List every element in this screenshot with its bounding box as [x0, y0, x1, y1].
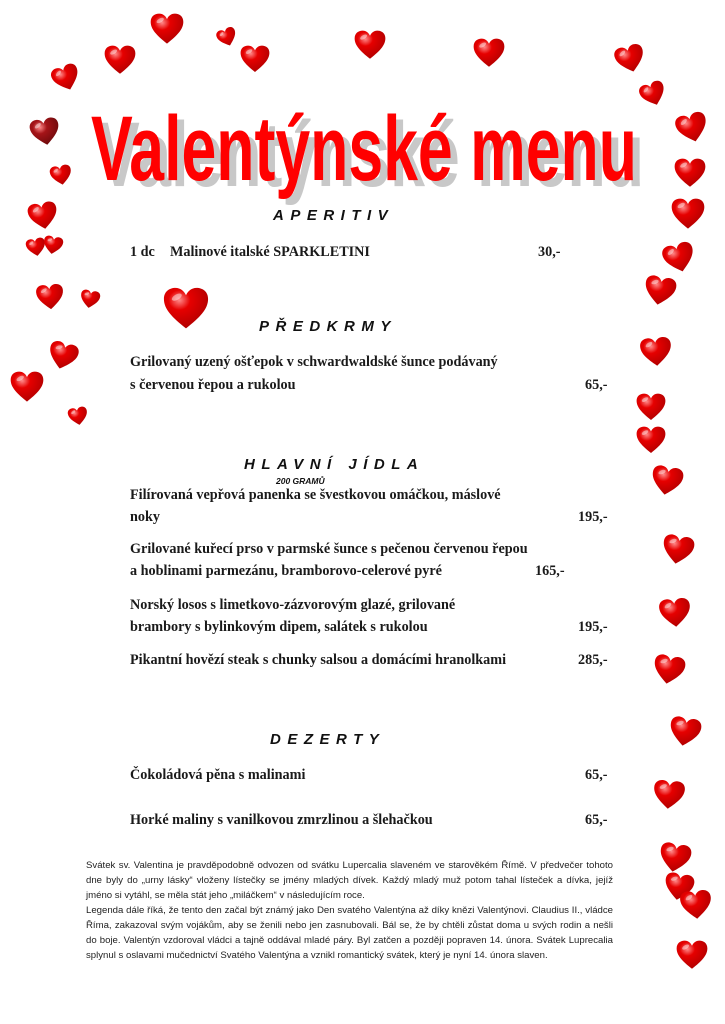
- heart-icon: [639, 336, 673, 368]
- item-name: Čokoládová pěna s malinami: [130, 767, 306, 783]
- heart-icon: [660, 532, 697, 567]
- item-name-line1: Grilovaný uzený ošťepok v schwardwaldské šunce podávaný: [130, 354, 498, 370]
- item-name: Malinové italské SPARKLETINI: [170, 244, 370, 260]
- heart-icon: [658, 597, 692, 629]
- section-subheading-weight: 200 GRAMŮ: [276, 476, 325, 486]
- section-heading-aperitiv: APERITIV: [273, 207, 395, 224]
- heart-icon: [671, 198, 705, 229]
- heart-icon: [674, 158, 706, 187]
- heart-icon: [660, 239, 699, 276]
- section-heading-predkrmy: PŘEDKRMY: [259, 318, 397, 335]
- heart-icon: [673, 109, 712, 146]
- heart-icon: [42, 234, 65, 256]
- heart-icon: [28, 116, 62, 148]
- heart-icon: [214, 25, 239, 49]
- heart-icon: [10, 371, 44, 402]
- valentine-history-note: [86, 858, 613, 963]
- heart-icon: [676, 940, 708, 969]
- item-name-line2: noky: [130, 509, 160, 525]
- note-paragraph-2: Legenda dále říká, že tento den začal být známý jako Den svatého Valentýna až díky knězi Valentýnovi. Claudius II., vládce Říma, zakazoval svým vojákům, aby se ženili nebo jen zasnubovali. Bál se, že by chtěli zůstat doma u svých rodin a nešli do boje. Valentýn vzdoroval vládci a tajně oddával mladé páry. Byl zatčen a později popraven 14. února. Svátek Luprecalia splynul s oslavami mučednictví Svatého Valentýna a vznikl romantický svátek, který je nyní 14. února slaven.: [86, 905, 613, 961]
- item-price: 285,-: [578, 652, 608, 668]
- item-price: 65,-: [585, 812, 608, 828]
- item-name: Pikantní hovězí steak s chunky salsou a domácími hranolkami: [130, 652, 507, 668]
- heart-icon: [150, 13, 184, 44]
- heart-icon: [636, 393, 666, 421]
- heart-icon: [67, 405, 90, 427]
- title-shadow: Valentýnské menu: [98, 104, 644, 206]
- heart-icon: [240, 45, 270, 73]
- title-text: Valentýnské menu: [91, 98, 637, 200]
- heart-icon: [651, 652, 688, 687]
- item-name-line1: Grilované kuřecí prso v parmské šunce s pečenou červenou řepou: [130, 541, 528, 557]
- heart-icon: [636, 426, 666, 454]
- heart-icon: [667, 714, 704, 749]
- item-price: 65,-: [585, 767, 608, 783]
- item-quantity: 1 dc: [130, 244, 155, 260]
- item-name-line1: Filírovaná vepřová panenka se švestkovou omáčkou, máslové: [130, 487, 501, 503]
- item-price: 165,-: [535, 563, 565, 579]
- heart-icon: [679, 889, 713, 921]
- section-heading-dezerty: DEZERTY: [270, 731, 386, 748]
- note-paragraph-1: Svátek sv. Valentina je pravděpodobně odvozen od svátku Lupercalia slaveném ve starověkém Římě. V předvečer tohoto dne byly do „urny lásky“ vloženy lístečky se jmény mladých dívek. Každý mladý muž potom tahal lísteček a dívka, jejíž jméno si vytáhl, se měla stát jeho „miláčkem“ v následujícím roce.: [86, 860, 613, 901]
- item-price: 30,-: [538, 244, 561, 260]
- item-name-line2: a hoblinami parmezánu, bramborovo-celerové pyré: [130, 563, 442, 579]
- item-name-line2: brambory s bylinkovým dipem, salátek s rukolou: [130, 619, 428, 635]
- heart-icon: [354, 30, 386, 59]
- heart-icon: [35, 283, 65, 311]
- heart-icon: [642, 273, 679, 308]
- heart-icon: [163, 287, 209, 329]
- menu-title: [84, 80, 644, 206]
- item-name: Horké maliny s vanilkovou zmrzlinou a šlehačkou: [130, 812, 433, 828]
- heart-icon: [652, 779, 686, 811]
- heart-icon: [649, 463, 686, 498]
- heart-icon: [473, 38, 505, 67]
- item-name-line1: Norský losos s limetkovo-zázvorovým glazé, grilované: [130, 597, 456, 613]
- heart-icon: [104, 45, 136, 74]
- item-price: 195,-: [578, 509, 608, 525]
- heart-icon: [48, 61, 83, 95]
- item-name-line2: s červenou řepou a rukolou: [130, 377, 296, 393]
- heart-icon: [26, 200, 60, 232]
- section-heading-hlavni-jidla: HLAVNÍ JÍDLA: [244, 456, 425, 473]
- heart-icon: [657, 840, 694, 875]
- heart-icon: [612, 42, 648, 76]
- item-price: 195,-: [578, 619, 608, 635]
- item-price: 65,-: [585, 377, 608, 393]
- heart-icon: [79, 288, 102, 310]
- heart-icon: [48, 163, 73, 187]
- heart-icon: [45, 339, 81, 373]
